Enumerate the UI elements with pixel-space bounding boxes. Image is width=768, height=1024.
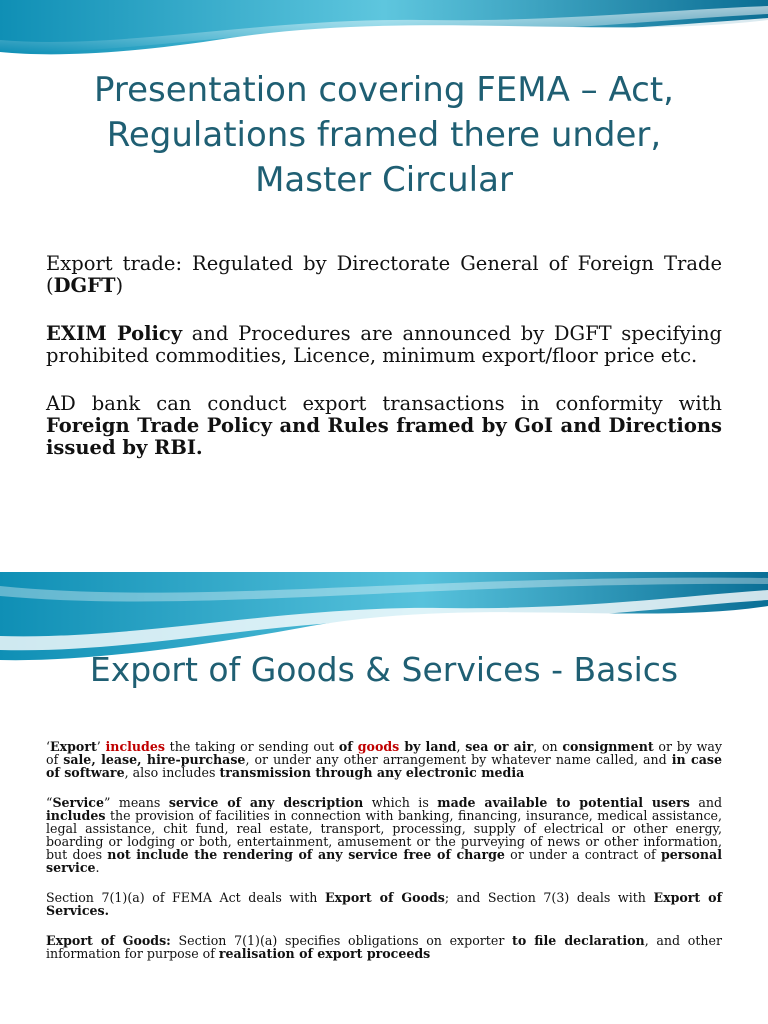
bold-text: EXIM Policy: [46, 322, 183, 345]
wave-banner-graphic: [0, 0, 768, 70]
text: or under a contract of: [504, 847, 661, 862]
text: , and other information for purpose of: [46, 933, 722, 961]
text: , on: [533, 739, 563, 754]
text: Section 7(1)(a) of FEMA Act deals with: [46, 890, 325, 905]
slide-body: [46, 740, 722, 977]
text: ’: [96, 739, 106, 754]
text: .: [95, 860, 100, 875]
text: and Procedures are announced by DGFT specifying prohibited commodities, Licence, minimum export/floor price etc.: [46, 322, 722, 367]
title-line: Master Circular: [255, 160, 513, 200]
paragraph-export-of-goods: [46, 934, 722, 960]
title-line: Presentation covering FEMA – Act,: [94, 70, 674, 110]
bold-text: made available to potential users: [437, 795, 690, 810]
paragraph-export-definition: [46, 740, 722, 779]
text: Export trade: Regulated by Directorate General of Foreign Trade (: [46, 252, 722, 297]
bold-text: realisation of export proceeds: [218, 946, 431, 961]
bold-text: transmission through any electronic media: [219, 765, 525, 780]
bold-text: Service: [52, 795, 104, 810]
paragraph-exim-policy: [46, 323, 722, 367]
bold-text: personal service: [46, 847, 722, 875]
bold-text: by land: [399, 739, 457, 754]
bold-text: not include the rendering of any service free of charge: [107, 847, 505, 862]
text: ; and Section 7(3) deals with: [444, 890, 654, 905]
bold-text: service of any description: [168, 795, 364, 810]
text: ): [115, 274, 124, 297]
bold-text: Export of Services.: [46, 890, 722, 918]
text: “: [46, 795, 53, 810]
text: Section 7(1)(a) specifies obligations on exporter: [170, 933, 513, 948]
paragraph-ad-bank: [46, 393, 722, 459]
slide-body: [46, 253, 722, 485]
text: , or under any other arrangement by whatever name called, and: [245, 752, 672, 767]
text: or by way of: [46, 739, 723, 767]
slide-2: [0, 566, 768, 1024]
bold-text: Export of Goods:: [46, 933, 171, 948]
bold-text: Export: [50, 739, 97, 754]
text: ‘: [46, 739, 51, 754]
slide-title: Export of Goods & Services - Basics: [89, 650, 679, 689]
text: and: [689, 795, 723, 810]
text: the taking or sending out: [164, 739, 339, 754]
highlight-text: includes: [105, 739, 165, 754]
paragraph-export-trade: [46, 253, 722, 297]
bold-text: in case of software: [46, 752, 722, 780]
bold-text: Foreign Trade Policy and Rules framed by GoI and Directions issued by RBI.: [46, 414, 722, 459]
bold-text: of: [338, 739, 358, 754]
slide-title: [0, 68, 768, 203]
text: , also includes: [124, 765, 220, 780]
highlight-text: goods: [357, 739, 400, 754]
bold-text: includes: [46, 808, 106, 823]
bold-text: Export of Goods: [324, 890, 445, 905]
text: ,: [456, 739, 466, 754]
bold-text: to file declaration: [512, 933, 645, 948]
text: the provision of facilities in connection with banking, financing, insurance, medical assistance, legal assistance, chit fund, real estate, transport, processing, supply of electrical or other energy, boarding or lodging or both, entertainment, amusement or the purveying of news or other information, but does: [46, 808, 722, 862]
bold-text: sale, lease, hire-purchase: [63, 752, 246, 767]
bold-text: DGFT: [53, 274, 116, 297]
text: AD bank can conduct export transactions in conformity with: [46, 392, 722, 415]
paragraph-section-7: [46, 891, 722, 917]
text: ” means: [103, 795, 169, 810]
bold-text: sea or air: [465, 739, 534, 754]
text: which is: [363, 795, 438, 810]
title-line: Regulations framed there under,: [106, 115, 662, 155]
paragraph-service-definition: [46, 796, 722, 874]
bold-text: consignment: [562, 739, 654, 754]
